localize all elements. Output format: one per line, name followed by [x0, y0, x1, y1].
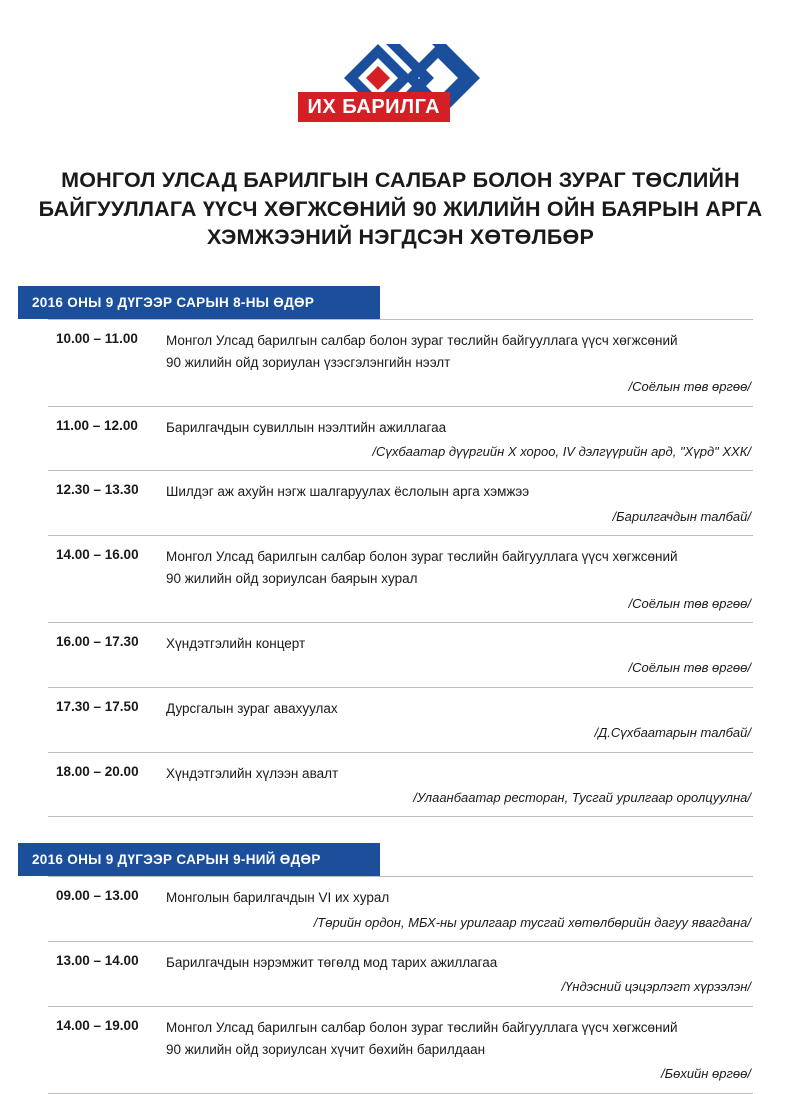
event-venue: /Үндэсний цэцэрлэгт хүрээлэн/	[561, 979, 751, 995]
table-row	[48, 688, 753, 753]
event-description-line: 90 жилийн ойд зориулсан баярын хурал	[166, 571, 418, 587]
event-description-line: 90 жилийн ойд зориулсан хүчит бөхийн барилдаан	[166, 1041, 486, 1057]
logo-wordmark: ИХ БАРИЛГА	[298, 92, 451, 122]
event-time: 18.00 – 20.00	[56, 763, 139, 779]
event-description	[166, 417, 753, 463]
table-row	[48, 623, 753, 688]
event-time: 13.00 – 14.00	[56, 952, 139, 968]
event-venue: /Д.Сүхбаатарын талбай/	[594, 725, 751, 741]
event-description	[166, 952, 753, 998]
logo-mark-icon	[286, 30, 516, 140]
day-header-bar: 2016 ОНЫ 9 ДҮГЭЭР САРЫН 8-НЫ ӨДӨР	[18, 286, 380, 319]
event-description-line: Хүндэтгэлийн хүлээн авалт	[166, 765, 339, 781]
event-time: 09.00 – 13.00	[56, 888, 139, 904]
event-time: 10.00 – 11.00	[56, 330, 138, 346]
event-description	[166, 887, 753, 933]
schedule-table	[48, 876, 753, 1093]
event-venue: /Сүхбаатар дүүргийн X хороо, IV дэлгүүрийн ард, "Хүрд" ХХК/	[372, 444, 751, 460]
event-description-line: Хүндэтгэлийн концерт	[166, 636, 306, 652]
event-description-line: Барилгачдын сувиллын нээлтийн ажиллагаа	[166, 419, 447, 435]
event-description-line: 90 жилийн ойд зориулан үзэсгэлэнгийн нээлт	[166, 355, 451, 371]
event-description	[166, 698, 753, 744]
event-venue: /Соёлын төв өргөө/	[628, 379, 751, 395]
table-row	[48, 942, 753, 1007]
event-description	[166, 481, 753, 527]
event-time: 11.00 – 12.00	[56, 417, 138, 433]
event-description-line: Монголын барилгачдын VI их хурал	[166, 890, 390, 906]
table-row	[48, 471, 753, 536]
event-description-line: Барилгачдын нэрэмжит төгөлд мод тарих ажиллагаа	[166, 954, 498, 970]
event-description	[166, 330, 753, 398]
table-row	[48, 753, 753, 818]
event-description	[166, 633, 753, 679]
event-venue: /Соёлын төв өргөө/	[628, 660, 751, 676]
day-header-bar: 2016 ОНЫ 9 ДҮГЭЭР САРЫН 9-НИЙ ӨДӨР	[18, 843, 380, 876]
event-description	[166, 546, 753, 614]
event-time: 17.30 – 17.50	[56, 698, 139, 714]
event-description	[166, 1017, 753, 1085]
page-title: МОНГОЛ УЛСАД БАРИЛГЫН САЛБАР БОЛОН ЗУРАГ ТӨСЛИЙН БАЙГУУЛЛАГА ҮҮСЧ ХӨГЖСӨНИЙ 90 ЖИЛИЙН ОЙН БАЯРЫН АРГА ХЭМЖЭЭНИЙ НЭГДСЭН ХӨТӨЛБӨР	[38, 168, 763, 250]
table-row	[48, 407, 753, 472]
event-description-line: Монгол Улсад барилгын салбар болон зураг төслийн байгууллага үүсч хөгжсөний	[166, 549, 678, 565]
event-description-line: Монгол Улсад барилгын салбар болон зураг төслийн байгууллага үүсч хөгжсөний	[166, 1019, 678, 1035]
ikh-barilga-logo	[286, 30, 516, 140]
event-venue: /Төрийн ордон, МБХ-ны урилгаар тусгай хөтөлбөрийн дагуу явагдана/	[313, 914, 751, 930]
event-time: 12.30 – 13.30	[56, 482, 139, 498]
event-venue: /Барилгачдын талбай/	[612, 508, 751, 524]
event-venue: /Бөхийн өргөө/	[661, 1066, 751, 1082]
table-row	[48, 536, 753, 623]
schedule-table	[48, 319, 753, 817]
table-row	[48, 1007, 753, 1094]
event-description-line: Дурсгалын зураг авахуулах	[166, 700, 338, 716]
table-row	[48, 876, 753, 942]
event-description	[166, 763, 753, 809]
event-description-line: Шилдэг аж ахуйн нэгж шалгаруулах ёслолын арга хэмжээ	[166, 484, 530, 500]
event-venue: /Соёлын төв өргөө/	[628, 595, 751, 611]
schedule	[0, 286, 801, 1094]
event-venue: /Улаанбаатар ресторан, Тусгай урилгаар оролцуулна/	[413, 789, 751, 805]
event-time: 14.00 – 19.00	[56, 1017, 139, 1033]
table-row	[48, 319, 753, 407]
event-description-line: Монгол Улсад барилгын салбар болон зураг төслийн байгууллага үүсч хөгжсөний	[166, 332, 678, 348]
event-time: 16.00 – 17.30	[56, 634, 139, 650]
logo-area	[0, 0, 801, 140]
event-time: 14.00 – 16.00	[56, 547, 139, 563]
